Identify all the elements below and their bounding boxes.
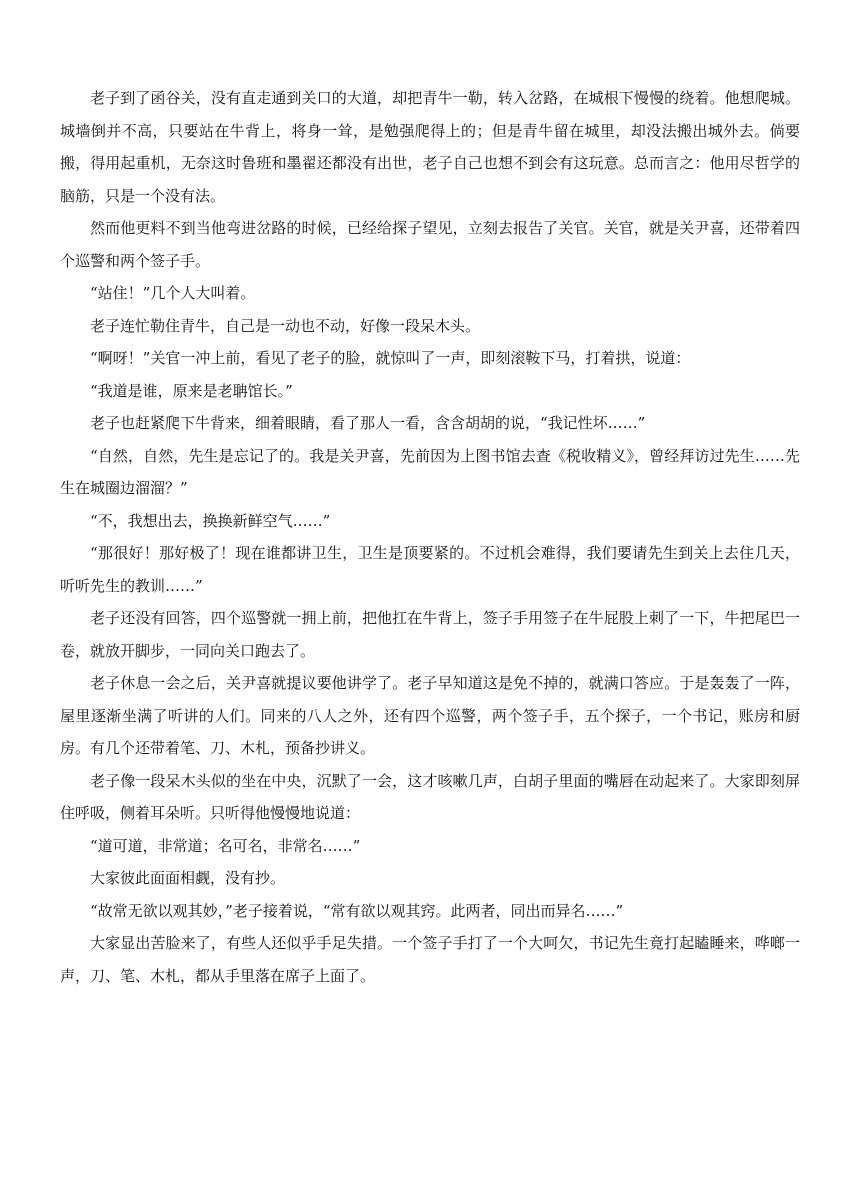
paragraph: “站住！”几个人大叫着。 (90, 284, 256, 302)
paragraph: 然而他更料不到当他弯进岔路的时候，已经给探子望见，立刻去报告了关官。关官，就是关尹喜，还带着四个巡警和两个签子手。 (60, 219, 800, 270)
paragraph: 老子连忙勒住青牛，自己是一动也不动，好像一段呆木头。 (90, 316, 481, 335)
paragraph: “道可道，非常道；名可名，非常名……” (90, 836, 361, 855)
paragraph: “不，我想出去，换换新鲜空气……” (90, 511, 331, 530)
paragraph: “我道是谁，原来是老聃馆长。” (90, 381, 293, 400)
paragraph: “自然，自然，先生是忘记了的。我是关尹喜，先前因为上图书馆去查《税收精义》，曾经拜访过先生……先生在城圈边溜溜？” (60, 446, 800, 497)
paragraph: “那很好！那好极了！现在谁都讲卫生，卫生是顶要紧的。不过机会难得，我们要请先生到关上去住几天，听听先生的教训……” (60, 544, 800, 595)
paragraph: 老子到了函谷关，没有直走通到关口的大道，却把青牛一勒，转入岔路，在城根下慢慢的绕着。他想爬城。城墙倒并不高，只要站在牛背上，将身一耸，是勉强爬得上的；但是青牛留在城里，却没法搬出城外去。倘要搬，得用起重机，无奈这时鲁班和墨翟还都没有出世，老子自己也想不到会有这玩意。总而言之：他用尽哲学的脑筋，只是一个没有法。 (60, 89, 800, 205)
document-body (60, 82, 800, 992)
paragraph: 老子还没有回答，四个巡警就一拥上前，把他扛在牛背上，签子手用签子在牛屁股上刺了一下，牛把尾巴一卷，就放开脚步，一同向关口跑去了。 (60, 609, 800, 660)
paragraph: 老子像一段呆木头似的坐在中央，沉默了一会，这才咳嗽几声，白胡子里面的嘴唇在动起来了。大家即刻屏住呼吸，侧着耳朵听。只听得他慢慢地说道： (60, 771, 800, 822)
paragraph: 大家显出苦脸来了，有些人还似乎手足失措。一个签子手打了一个大呵欠，书记先生竟打起瞌睡来，哗啷一声，刀、笔、木札，都从手里落在席子上面了。 (60, 934, 800, 985)
paragraph: 老子也赶紧爬下牛背来，细着眼睛，看了那人一看，含含胡胡的说，“我记性坏……” (90, 414, 646, 432)
paragraph: “啊呀！”关官一冲上前，看见了老子的脸，就惊叫了一声，即刻滚鞍下马，打着拱，说道： (90, 349, 691, 367)
paragraph: 老子休息一会之后，关尹喜就提议要他讲学了。老子早知道这是免不掉的，就满口答应。于是轰轰了一阵，屋里逐渐坐满了听讲的人们。同来的八人之外，还有四个巡警，两个签子手，五个探子，一个书记，账房和厨房。有几个还带着笔、刀、木札，预备抄讲义。 (60, 674, 800, 757)
paragraph: “故常无欲以观其妙，”老子接着说，“常有欲以观其窍。此两者，同出而异名……” (90, 901, 624, 920)
paragraph: 大家彼此面面相觑，没有抄。 (90, 869, 286, 887)
